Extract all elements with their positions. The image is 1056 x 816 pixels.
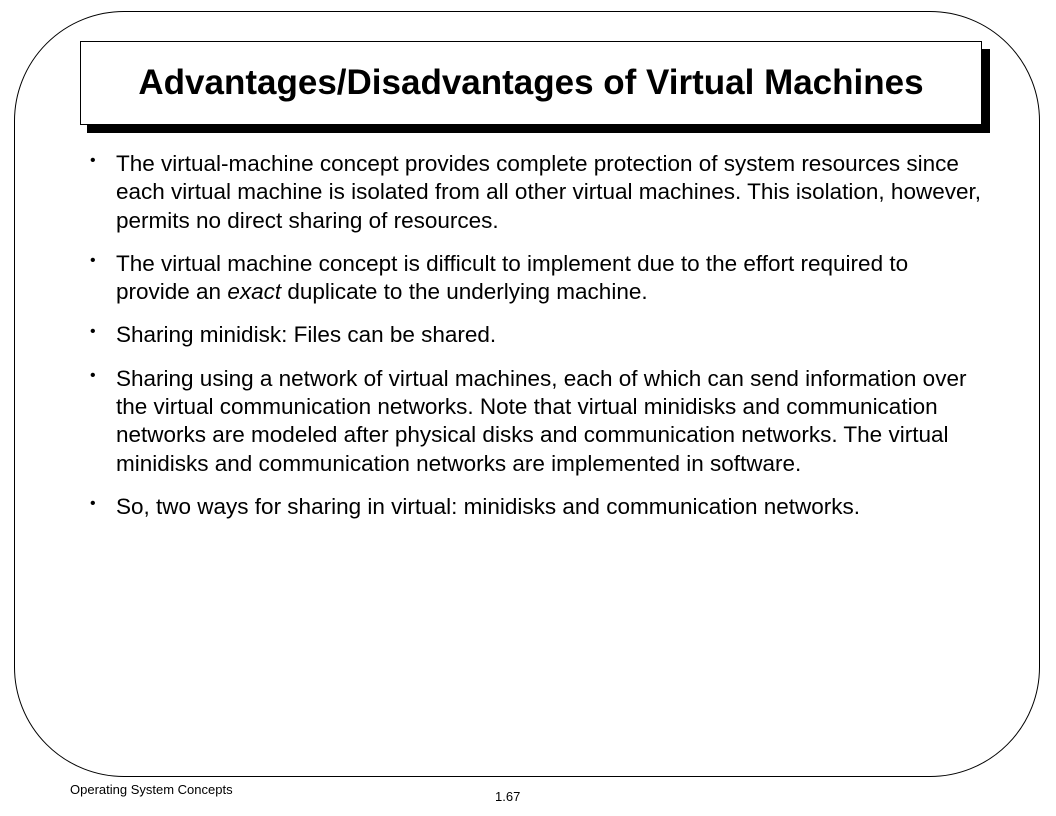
bullet-text [116,250,983,307]
bullet-dot-icon: • [90,323,96,341]
bullet-item-3 [83,321,983,349]
bullet-text-before: The virtual machine concept is difficult to implement due to the effort required to provide an [116,250,909,305]
bullet-text-after: duplicate to the underlying machine. [281,279,648,305]
bullet-list [83,150,983,536]
footer-page-number: 1.67 [495,789,521,804]
bullet-item-1 [83,150,983,235]
bullet-text: The virtual-machine concept provides complete protection of system resources since each virtual machine is isolated from all other virtual machines. This isolation, however, permits no direct sharing of resources. [116,151,981,233]
footer-course-title: Operating System Concepts [70,782,233,797]
bullet-dot-icon: • [90,494,96,512]
bullet-dot-icon: • [90,366,96,384]
slide-title: Advantages/Disadvantages of Virtual Machines [138,63,924,102]
bullet-text: So, two ways for sharing in virtual: minidisks and communication networks. [116,493,861,519]
bullet-text: Sharing using a network of virtual machines, each of which can send information over the virtual communication networks. Note that virtual minidisks and communication networks are modeled after physical disks and communication networks. The virtual minidisks and communication networks are implemented in software. [116,365,967,476]
bullet-item-5 [83,493,983,521]
bullet-text-emphasis: exact [227,279,282,305]
bullet-item-4 [83,365,983,478]
bullet-dot-icon: • [90,152,96,169]
bullet-dot-icon: • [90,251,96,269]
bullet-item-2 [83,250,983,307]
bullet-text: Sharing minidisk: Files can be shared. [116,322,497,348]
title-box [80,41,982,125]
